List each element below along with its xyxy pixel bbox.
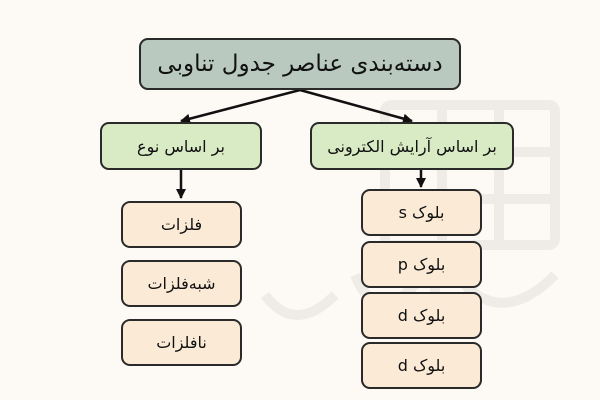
item-nonmetals: نافلزات: [121, 319, 242, 366]
arrow-root-to-config: [300, 90, 412, 121]
item-p-block: بلوک p: [361, 241, 482, 288]
item-metalloids: شبه‌فلزات: [121, 260, 242, 307]
category-by-type: بر اساس نوع: [100, 122, 262, 170]
diagram-title: دسته‌بندی عناصر جدول تناوبی: [139, 38, 461, 90]
item-d-block: بلوک d: [361, 292, 482, 339]
item-s-block: بلوک s: [361, 189, 482, 236]
category-by-electron-config: بر اساس آرایش الکترونی: [310, 122, 514, 170]
arrow-root-to-type: [181, 90, 300, 121]
item-metals: فلزات: [121, 201, 242, 248]
item-d-block-2: بلوک d: [361, 342, 482, 389]
